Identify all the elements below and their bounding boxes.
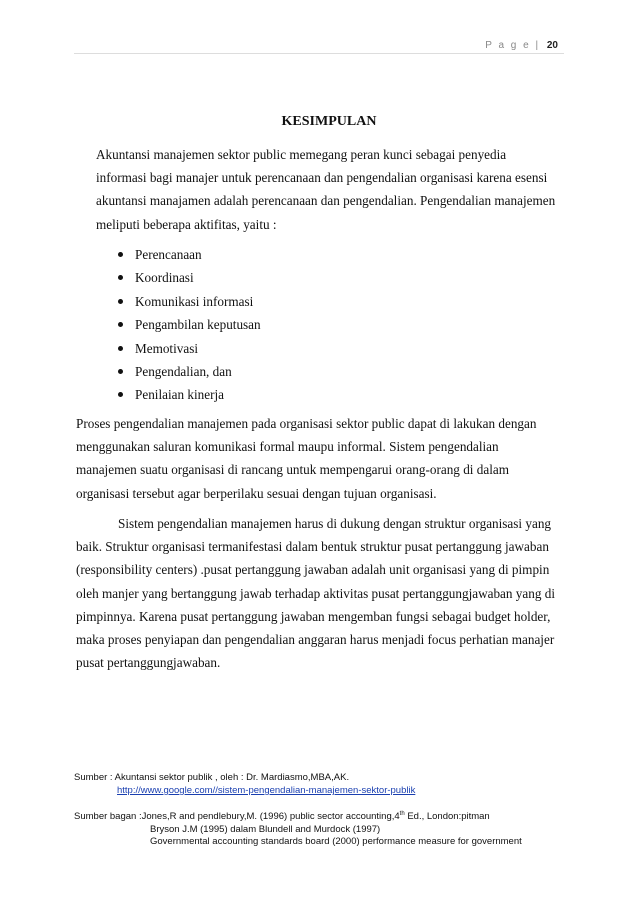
page-label: P a g e xyxy=(485,40,531,51)
list-item-label: Memotivasi xyxy=(135,340,199,356)
paragraph-intro: Akuntansi manajemen sektor public memegang peran kunci sebagai penyedia informasi bagi manajer untuk perencanaan dan pengendalian organisasi karena esensi akuntansi manajamen adalah perencanaan dan pengendalian. Pengendalian manajemen meliputi beberapa aktifitas, yaitu : xyxy=(96,147,556,232)
bullet-icon xyxy=(118,322,123,327)
paragraph-structure: Sistem pengendalian manajemen harus di dukung dengan struktur organisasi yang baik. Struktur organisasi termanifestasi dalam bentuk struktur pusat pertanggung jawaban (responsibility centers) .pusat pertanggung jawaban adalah unit organisasi yang di pimpin oleh manjer yang bertanggung jawab terhadap aktivitas pusat pertanggungjawaban yang di pimpinnya. Karena pusat pertanggung jawaban mengemban fungsi sebagai budget holder, maka proses penyiapan dan pengendalian anggaran harus menjadi focus perhatian manajer pusat pertanggungjawaban. xyxy=(76,516,555,671)
bullet-icon xyxy=(118,346,123,351)
list-item-label: Penilaian kinerja xyxy=(135,387,224,403)
list-item-label: Pengambilan keputusan xyxy=(135,317,261,333)
activity-list xyxy=(118,243,261,407)
footnote-source-3: Bryson J.M (1995) dalam Blundell and Murdock (1997) xyxy=(150,824,381,835)
bullet-icon xyxy=(118,252,123,257)
footnote-source-link[interactable]: http://www.google.com//sistem-pengendalian-manajemen-sektor-publik xyxy=(117,785,416,796)
list-item xyxy=(118,337,261,360)
list-item xyxy=(118,266,261,289)
list-item-label: Perencanaan xyxy=(135,247,202,262)
paragraph-process: Proses pengendalian manajemen pada organisasi sektor public dapat di lakukan dengan menggunakan saluran komunikasi formal maupu informal. Sistem pengendalian manajemen suatu organisasi di rancang untuk mempengarui orang-orang di dalam organisasi tersebut agar berperilaku sesuai dengan tujuan organisasi. xyxy=(76,416,537,501)
page-header xyxy=(485,40,558,51)
footnote-source-4: Governmental accounting standards board (2000) performance measure for government xyxy=(150,836,522,847)
footnote-source-2 xyxy=(74,808,598,823)
bullet-icon xyxy=(118,392,123,397)
list-item xyxy=(118,243,261,266)
list-item-label: Koordinasi xyxy=(135,270,194,286)
list-item xyxy=(118,360,261,383)
footnote-source-2-end: Ed., London:pitman xyxy=(404,811,490,823)
list-item-label: Komunikasi informasi xyxy=(135,293,254,309)
section-title: KESIMPULAN xyxy=(281,114,377,129)
header-divider xyxy=(74,53,564,54)
bullet-icon xyxy=(118,275,123,280)
footnote-source-2-text: Sumber bagan :Jones,R and pendlebury,M. (1996) public sector accounting,4 xyxy=(74,811,400,823)
footnote-source-1: Sumber : Akuntansi sektor publik , oleh : Dr. Mardiasmo,MBA,AK. xyxy=(74,772,350,783)
page-separator: | xyxy=(535,40,541,51)
list-item xyxy=(118,313,261,336)
page-number: 20 xyxy=(546,40,558,51)
list-item-label: Pengendalian, dan xyxy=(135,363,232,379)
bullet-icon xyxy=(118,299,123,304)
bullet-icon xyxy=(118,369,123,374)
list-item xyxy=(118,383,261,406)
footnote-superscript: th xyxy=(399,811,405,817)
list-item xyxy=(118,290,261,313)
